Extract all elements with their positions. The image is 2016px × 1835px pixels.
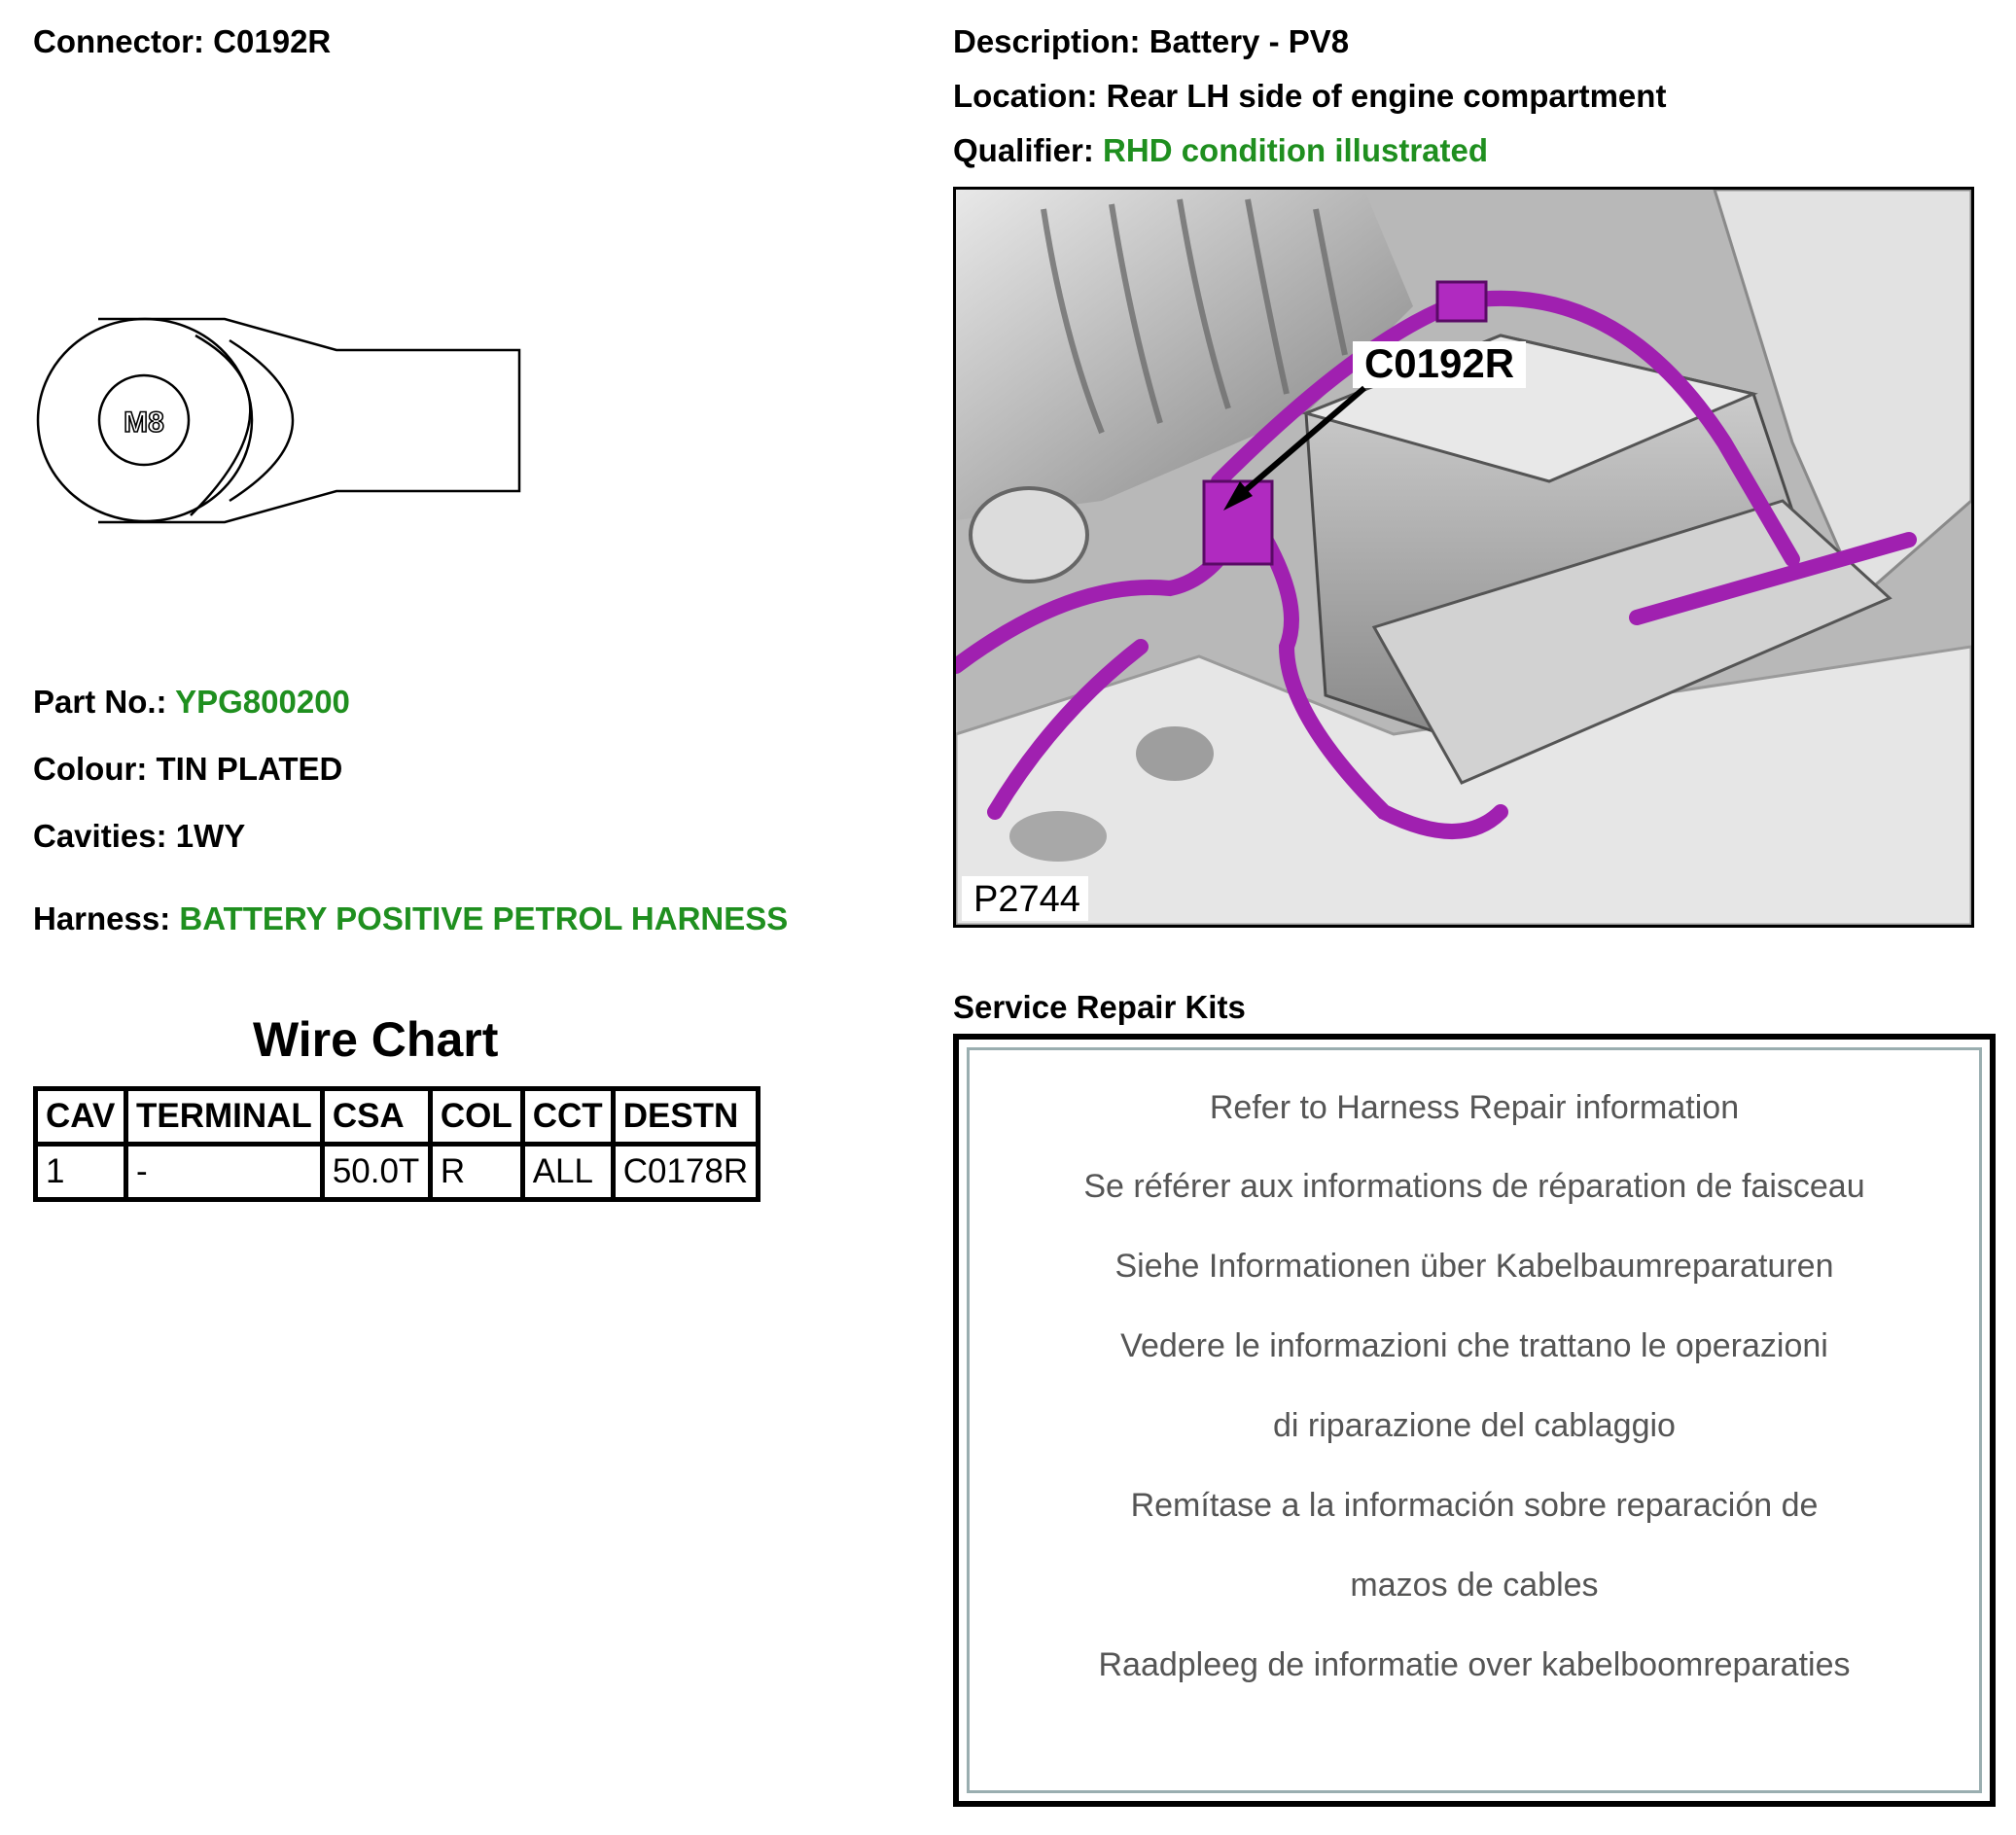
terminal-diagram [35,311,531,535]
service-repair-kits-title: Service Repair Kits [953,989,1246,1025]
service-repair-kits-inner [967,1047,1982,1793]
location-photo [953,187,1974,928]
kit-line-fr: Se référer aux informations de réparation de faisceau [1083,1168,1865,1205]
colour-value: TIN PLATED [156,751,343,787]
kit-line-de: Siehe Informationen über Kabelbaumreparaturen [1114,1248,1834,1285]
header-col: COL [430,1089,522,1145]
cavities-field [33,818,245,855]
cavities-label: Cavities: [33,818,167,854]
colour-field [33,751,342,788]
cell-terminal: - [126,1145,323,1200]
terminal-stud-label: M8 [124,406,164,439]
description-field [953,23,1349,60]
location-value: Rear LH side of engine compartment [1106,78,1667,114]
kit-line-nl: Raadpleeg de informatie over kabelboomreparaties [1098,1646,1851,1683]
qualifier-label: Qualifier: [953,132,1094,168]
connector-label: Connector: [33,23,204,59]
location-field [953,78,1666,115]
qualifier-field [953,132,1488,169]
engine-compartment-illustration [956,190,1971,925]
oil-cap-shape [971,488,1087,582]
kit-line-en: Refer to Harness Repair information [1209,1089,1740,1126]
header-cav: CAV [36,1089,126,1145]
harness-label: Harness: [33,900,171,936]
harness-field [33,900,788,937]
terminal-ring-edge [191,335,250,515]
part-no-field [33,684,350,721]
kit-line-it-2: di riparazione del cablaggio [1273,1407,1676,1444]
table-row [36,1145,759,1200]
header-csa: CSA [322,1089,430,1145]
location-label: Location: [953,78,1098,114]
cell-destn[interactable]: C0178R [613,1145,758,1200]
floor-hole-shape [1009,811,1107,862]
kit-line-it-1: Vedere le informazioni che trattano le operazioni [1120,1327,1828,1364]
cell-cct: ALL [522,1145,613,1200]
part-no-label: Part No.: [33,684,167,720]
header-terminal: TERMINAL [126,1089,323,1145]
header-destn: DESTN [613,1089,758,1145]
cell-csa: 50.0T [322,1145,430,1200]
service-repair-kits-box [953,1034,1996,1807]
header-cct: CCT [522,1089,613,1145]
floor-hole-shape [1136,726,1214,781]
colour-label: Colour: [33,751,148,787]
clip-shape [1437,282,1486,321]
cell-col: R [430,1145,522,1200]
connector-field [33,23,331,60]
description-label: Description: [953,23,1141,59]
wire-chart-table [33,1086,760,1202]
cell-cav: 1 [36,1145,126,1200]
callout-label: C0192R [1363,340,1515,386]
qualifier-value: RHD condition illustrated [1103,132,1489,168]
part-no-value[interactable]: YPG800200 [175,684,350,720]
figure-id-label: P2744 [973,879,1080,920]
kit-line-es-1: Remítase a la información sobre reparación de [1130,1487,1819,1524]
wire-chart-header-row [36,1089,759,1145]
kit-line-es-2: mazos de cables [1350,1567,1599,1604]
wire-chart-title: Wire Chart [253,1012,499,1067]
terminal-barrel-edge [230,340,293,501]
cavities-value: 1WY [175,818,246,854]
connector-value: C0192R [213,23,332,59]
description-value: Battery - PV8 [1149,23,1350,59]
harness-value[interactable]: BATTERY POSITIVE PETROL HARNESS [179,900,789,936]
